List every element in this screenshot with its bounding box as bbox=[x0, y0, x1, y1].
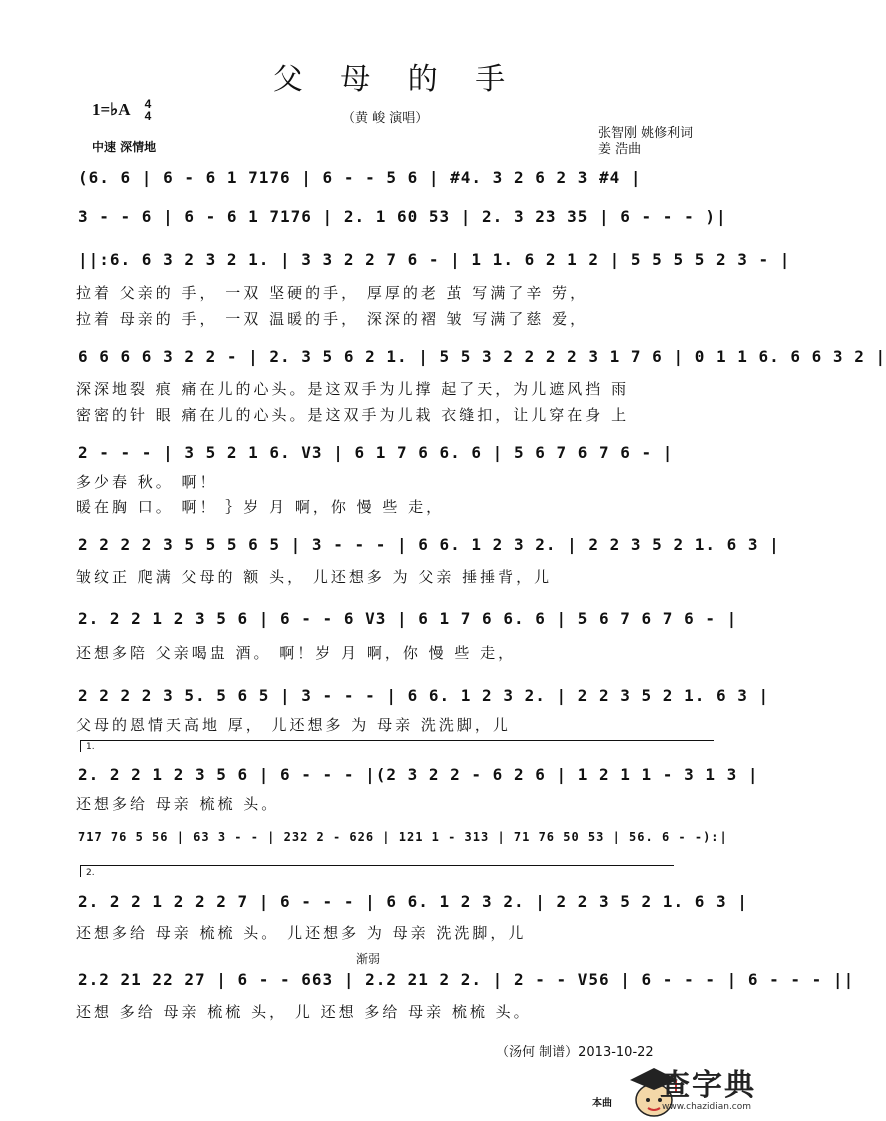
song-title: 父 母 的 手 bbox=[272, 62, 520, 97]
volta-bracket-2 bbox=[80, 865, 674, 866]
volta-bracket-1 bbox=[80, 740, 714, 741]
score-line-4: 6 6 6 6 3 2 2 - | 2. 3 5 6 2 1. | 5 5 3 2 2 2 2 3 1 7 6 | 0 1 1 6. 6 6 3 2 | bbox=[78, 347, 886, 366]
lyricist-credit: 张智刚 姚修利词 bbox=[598, 126, 694, 141]
lyric-line-4b: 密密的针 眼 痛在儿的心头。是这双手为儿栽 衣缝扣，让儿穿在身 上 bbox=[76, 406, 630, 424]
lyric-line-3a: 拉着 父亲的 手， 一双 坚硬的手， 厚厚的老 茧 写满了辛 劳， bbox=[76, 284, 589, 302]
time-signature-top: 4 bbox=[144, 97, 152, 111]
watermark-side-text: 本曲 bbox=[592, 1098, 612, 1109]
lyric-line-12: 还想 多给 母亲 梳梳 头， 儿 还想 多给 母亲 梳梳 头。 bbox=[76, 1003, 532, 1021]
lyric-line-6: 皱纹正 爬满 父母的 额 头， 儿还想多 为 父亲 捶捶背，儿 bbox=[76, 568, 553, 586]
time-signature-bottom: 4 bbox=[144, 109, 152, 123]
key-signature: 1=♭A bbox=[92, 100, 131, 119]
watermark-logo bbox=[592, 1058, 792, 1121]
score-line-6: 2 2 2 2 3 5 5 5 6 5 | 3 - - - | 6 6. 1 2 3 2. | 2 2 3 5 2 1. 6 3 | bbox=[78, 535, 780, 554]
score-line-8: 2 2 2 2 3 5. 5 6 5 | 3 - - - | 6 6. 1 2 3 2. | 2 2 3 5 2 1. 6 3 | bbox=[78, 686, 770, 705]
score-line-10: 717 76 5 56 | 63 3 - - | 232 2 - 626 | 121 1 - 313 | 71 76 50 53 | 56. 6 - -):| bbox=[78, 830, 728, 844]
lyric-line-5b: 暖在胸 口。 啊！ ｝岁 月 啊，你 慢 些 走， bbox=[76, 498, 445, 516]
lyric-line-9: 还想多给 母亲 梳梳 头。 bbox=[76, 795, 280, 813]
ending-1-label: 1. bbox=[86, 742, 95, 752]
score-line-7: 2. 2 2 1 2 3 5 6 | 6 - - 6 V3 | 6 1 7 6 6. 6 | 5 6 7 6 7 6 - | bbox=[78, 609, 738, 628]
dynamic-marking: 渐弱 bbox=[356, 952, 381, 966]
lyric-line-3b: 拉着 母亲的 手， 一双 温暖的手， 深深的褶 皱 写满了慈 爱， bbox=[76, 310, 589, 328]
score-line-11: 2. 2 2 1 2 2 2 7 | 6 - - - | 6 6. 1 2 3 2. | 2 2 3 5 2 1. 6 3 | bbox=[78, 892, 748, 911]
tempo-marking: 中速 深情地 bbox=[92, 140, 157, 154]
lyric-line-11: 还想多给 母亲 梳梳 头。 儿还想多 为 母亲 洗洗脚，儿 bbox=[76, 924, 527, 942]
score-line-9: 2. 2 2 1 2 3 5 6 | 6 - - - |(2 3 2 2 - 6 2 6 | 1 2 1 1 - 3 1 3 | bbox=[78, 765, 759, 784]
lyric-line-7: 还想多陪 父亲喝盅 酒。 啊！岁 月 啊，你 慢 些 走， bbox=[76, 644, 517, 662]
lyric-line-5a: 多少春 秋。 啊！ bbox=[76, 473, 218, 491]
watermark-url: www.chazidian.com bbox=[662, 1102, 752, 1112]
score-line-12: 2.2 21 22 27 | 6 - - 663 | 2.2 21 2 2. | 2 - - V56 | 6 - - - | 6 - - - || bbox=[78, 970, 855, 989]
time-signature bbox=[142, 98, 154, 122]
volta-bracket-1-edge bbox=[80, 740, 81, 752]
lyric-line-8: 父母的恩情天高地 厚， 儿还想多 为 母亲 洗洗脚，儿 bbox=[76, 716, 511, 734]
composer-credit: 姜 浩曲 bbox=[598, 142, 642, 157]
score-line-2: 3 - - 6 | 6 - 6 1 7176 | 2. 1 60 53 | 2. 3 23 35 | 6 - - - )| bbox=[78, 207, 727, 226]
ending-2-label: 2. bbox=[86, 868, 95, 878]
watermark-brand: 查字典 bbox=[660, 1068, 756, 1103]
lyric-line-4a: 深深地裂 痕 痛在儿的心头。是这双手为儿撑 起了天，为儿遮风挡 雨 bbox=[76, 380, 630, 398]
transcriber-credit: （汤何 制谱）2013-10-22 bbox=[496, 1045, 654, 1060]
volta-bracket-2-edge bbox=[80, 865, 81, 877]
score-line-1: (6. 6 | 6 - 6 1 7176 | 6 - - 5 6 | #4. 3 2 6 2 3 #4 | bbox=[78, 168, 642, 187]
score-line-5: 2 - - - | 3 5 2 1 6. V3 | 6 1 7 6 6. 6 | 5 6 7 6 7 6 - | bbox=[78, 443, 674, 462]
score-line-3: ||:6. 6 3 2 3 2 1. | 3 3 2 2 7 6 - | 1 1. 6 2 1 2 | 5 5 5 5 2 3 - | bbox=[78, 250, 791, 269]
singer-credit: （黄 峻 演唱） bbox=[342, 111, 429, 126]
